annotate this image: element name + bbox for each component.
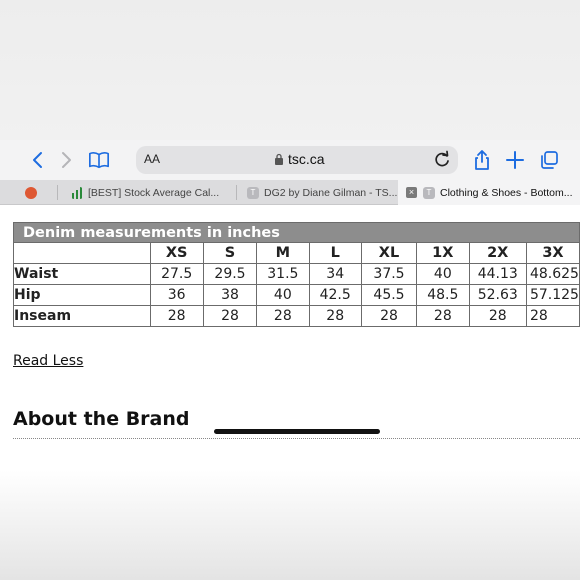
table-cell: 36 [150,285,203,306]
table-cell: 48.5 [417,285,469,306]
row-label: Inseam [14,306,151,327]
tab-label: [BEST] Stock Average Cal... [88,186,220,199]
duckduckgo-icon [25,187,37,199]
chevron-left-icon [28,150,48,170]
reader-button[interactable]: AA [144,152,161,166]
bottom-shadow [0,470,580,580]
table-row [14,306,580,327]
dotted-divider [13,438,580,439]
table-cell: 42.5 [309,285,361,306]
url-text: tsc.ca [288,151,325,167]
forward-button[interactable] [54,148,78,172]
table-cell: 57.125 [526,285,579,306]
tab-clothing-shoes[interactable] [398,180,580,205]
table-caption-row [14,223,580,243]
tabs-overview-button[interactable] [537,148,561,172]
home-indicator[interactable] [214,429,380,434]
size-header: L [309,243,361,264]
table-cell: 34 [309,264,361,285]
book-icon [88,150,110,170]
tab-label: Clothing & Shoes - Bottom... [440,186,573,199]
size-header: 3X [526,243,579,264]
back-button[interactable] [26,148,50,172]
row-label: Hip [14,285,151,306]
table-cell: 27.5 [150,264,203,285]
empty-header-cell [14,243,151,264]
tabs-icon [539,150,559,170]
table-cell: 44.13 [469,264,526,285]
table-cell: 29.5 [203,264,256,285]
table-cell: 37.5 [361,264,416,285]
size-header: M [257,243,309,264]
share-icon [472,149,492,171]
table-cell: 28 [469,306,526,327]
bookmarks-button[interactable] [86,148,112,172]
table-cell: 28 [361,306,416,327]
browser-toolbar [0,140,580,180]
reload-icon[interactable] [432,150,452,170]
blank-top-area [0,0,580,140]
table-cell: 28 [309,306,361,327]
table-cell: 31.5 [257,264,309,285]
table-row [14,285,580,306]
row-label: Waist [14,264,151,285]
table-cell: 40 [417,264,469,285]
size-header: XS [150,243,203,264]
table-cell: 45.5 [361,285,416,306]
new-tab-button[interactable] [503,148,527,172]
table-row [14,264,580,285]
table-caption: Denim measurements in inches [14,223,580,243]
denim-size-table [13,222,580,327]
read-less-link[interactable]: Read Less [13,353,84,369]
size-header: 1X [417,243,469,264]
size-header: 2X [469,243,526,264]
tab-label: DG2 by Diane Gilman - TS... [264,186,398,199]
chevron-right-icon [56,150,76,170]
tab-stock-average[interactable] [58,180,237,205]
table-cell: 28 [150,306,203,327]
lock-icon [274,153,284,165]
table-cell: 52.63 [469,285,526,306]
about-brand-heading: About the Brand [13,408,190,430]
table-cell: 28 [526,306,579,327]
tab-duckduckgo[interactable] [0,180,58,205]
table-cell: 28 [257,306,309,327]
size-header: S [203,243,256,264]
address-bar[interactable] [136,146,458,174]
close-tab-icon[interactable]: × [406,187,417,198]
table-cell: 40 [257,285,309,306]
chart-icon [71,187,83,199]
tab-dg2[interactable] [237,180,398,205]
tab-strip [0,180,580,205]
table-cell: 38 [203,285,256,306]
table-cell: 48.625 [526,264,579,285]
plus-icon [505,150,525,170]
size-header: XL [361,243,416,264]
url-display[interactable] [274,151,325,167]
site-favicon-icon: T [247,187,259,199]
share-button[interactable] [470,148,494,172]
table-cell: 28 [203,306,256,327]
size-header-row [14,243,580,264]
site-favicon-icon: T [423,187,435,199]
table-cell: 28 [417,306,469,327]
